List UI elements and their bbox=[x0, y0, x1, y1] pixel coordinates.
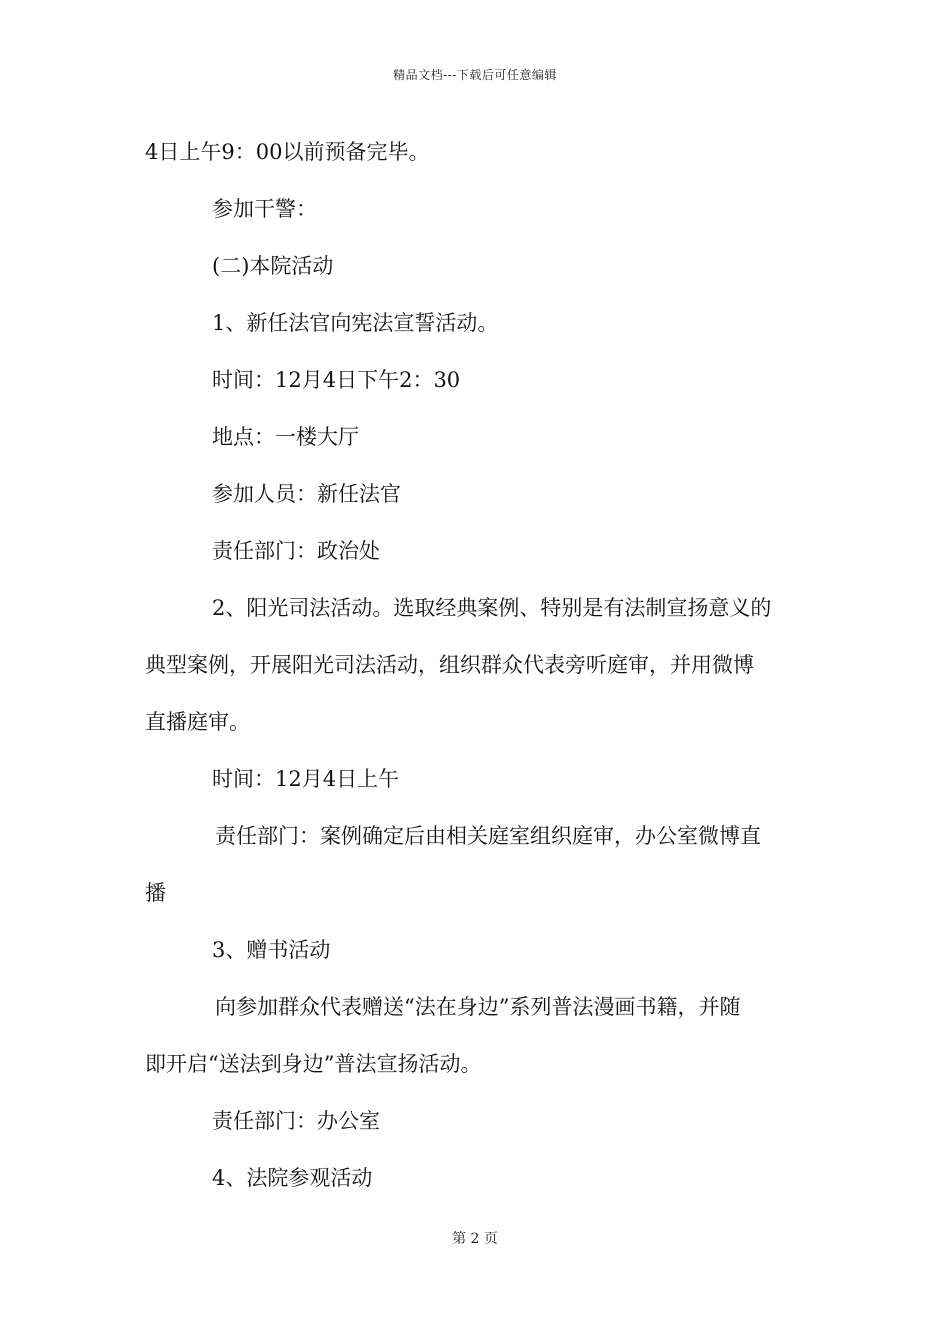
body-line: 参加干警： bbox=[212, 197, 317, 221]
body-line: 向参加群众代表赠送“法在身边”系列普法漫画书籍，并随 bbox=[215, 995, 741, 1019]
item-heading: 2、阳光司法活动。选取经典案例、特别是有法制宣扬意义的 bbox=[212, 596, 772, 620]
body-line: 责任部门：政治处 bbox=[212, 539, 380, 563]
body-line: 即开启“送法到身边”普法宣扬活动。 bbox=[145, 1052, 482, 1076]
page-number: 第 2 页 bbox=[452, 1231, 498, 1247]
item-heading: 4、法院参观活动 bbox=[212, 1166, 373, 1190]
body-line: 直播庭审。 bbox=[145, 710, 250, 734]
item-heading: 3、赠书活动 bbox=[212, 938, 331, 962]
body-line: 4日上午9：00以前预备完毕。 bbox=[145, 140, 430, 164]
body-line: 时间：12月4日上午 bbox=[212, 767, 400, 791]
item-heading: 1、新任法官向宪法宣誓活动。 bbox=[212, 311, 499, 335]
body-line: 时间：12月4日下午2：30 bbox=[212, 368, 461, 392]
section-heading: (二)本院活动 bbox=[212, 254, 334, 278]
body-line: 播 bbox=[145, 881, 166, 905]
body-line: 参加人员：新任法官 bbox=[212, 482, 401, 506]
body-line: 责任部门：案例确定后由相关庭室组织庭审，办公室微博直 bbox=[215, 824, 761, 848]
body-line: 典型案例，开展阳光司法活动，组织群众代表旁听庭审，并用微博 bbox=[145, 653, 754, 677]
body-line: 地点：一楼大厅 bbox=[212, 425, 359, 449]
page-header: 精品文档---下载后可任意编辑 bbox=[393, 68, 557, 82]
body-line: 责任部门：办公室 bbox=[212, 1109, 380, 1133]
